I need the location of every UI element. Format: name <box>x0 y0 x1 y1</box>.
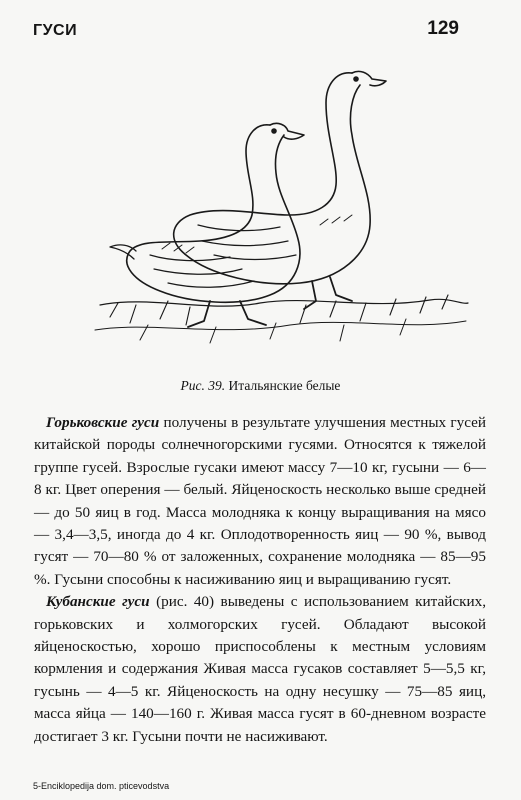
paragraph-kuban-geese <box>34 591 486 748</box>
article-body <box>34 412 486 748</box>
breed-term: Горьковские гуси <box>46 414 160 431</box>
figure-caption <box>0 378 521 394</box>
page-footer: 5-Enciklopedija dom. pticevodstva <box>33 781 170 791</box>
geese-drawing-svg <box>90 55 470 355</box>
page-number: 129 <box>427 18 459 39</box>
caption-label: Рис. 39. <box>180 378 226 393</box>
caption-text: Итальянские белые <box>225 378 341 393</box>
geese-illustration <box>90 55 470 355</box>
paragraph-text: получены в результате улучшения местных гусей китайской породы солнечногорскими гусями. Относятся к тяжелой группе гусей. Взрослые гусаки имеют массу 7—10 кг, гусыни — 6—8 кг. Цвет оперения — белый. Яйценоскость несколько выше средней — до 50 яиц в год. Масса молодняка к концу выращивания на мясо — 3,4—3,5, иногда до 4 кг. Оплодотворенность яиц — 90 %, вывод гусят — 70—80 % от заложенных, сохранение молодняка — 85—95 %. Гусыни способны к насиживанию яиц и выращиванию гусят. <box>34 414 486 588</box>
paragraph-text: (рис. 40) выведены с использованием китайских, горьковских и холмогорских гусей. Обладают высокой яйценоскостью, хорошо приспособлены к местным условиям кормления и содержания Живая масса гусаков составляет 5—5,5 кг, гусынь — 4—5 кг. Яйценоскость на одну несушку — 75—85 яиц, масса яйца — 140—160 г. Живая масса гусят в 60-дневном возрасте достигает 3 кг. Гусыни почти не насиживают. <box>34 593 486 745</box>
running-head: ГУСИ <box>33 22 78 39</box>
paragraph-gorky-geese <box>34 412 486 591</box>
breed-term: Кубанские гуси <box>46 593 150 611</box>
